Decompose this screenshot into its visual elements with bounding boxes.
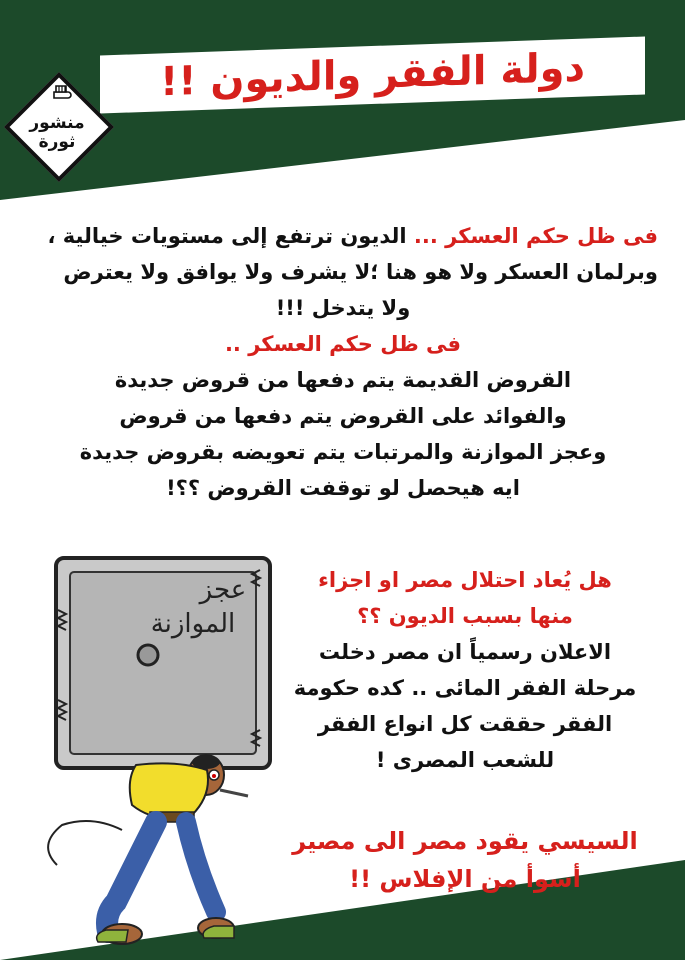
- paragraph1-highlight: فى ظل حكم العسكر ...: [413, 224, 658, 248]
- paragraph2-line2: والفوائد على القروض يتم دفعها من قروض: [119, 404, 567, 428]
- question-line1: هل يُعاد احتلال مصر او اجزاء: [318, 568, 612, 592]
- paragraph1-line2: وبرلمان العسكر ولا هو هنا ؛لا يشرف ولا يوافق ولا يعترض: [63, 260, 658, 284]
- question-line2: منها بسبب الديون ؟؟: [357, 604, 573, 628]
- cartoon-man-carrying-safe: [38, 550, 288, 950]
- answer-line1: الاعلان رسمياً ان مصر دخلت: [318, 640, 612, 664]
- answer-line4: للشعب المصرى !: [375, 748, 555, 772]
- logo: [22, 98, 92, 168]
- paragraph1-rest: الديون ترتفع إلى مستويات خيالية ،: [47, 224, 414, 248]
- main-text-block: [28, 218, 658, 506]
- paragraph2-line3: وعجز الموازنة والمرتبات يتم تعويضه بقروض جديدة: [79, 440, 607, 464]
- page-title: دولة الفقر والديون !!: [159, 44, 586, 106]
- logo-text-line1: منشور: [29, 113, 85, 133]
- final-line2: أسوأ من الإفلاس !!: [349, 865, 581, 893]
- paragraph1-line3: ولا يتدخل !!!: [275, 296, 411, 320]
- answer-line3: الفقر حققت كل انواع الفقر: [317, 712, 613, 736]
- final-line1: السيسي يقود مصر الى مصير: [292, 827, 638, 855]
- safe-label-line2: الموازنة: [150, 609, 236, 639]
- paragraph2-heading: فى ظل حكم العسكر ..: [224, 332, 462, 356]
- safe-label-line1: عجز: [199, 575, 247, 605]
- man-figure: [48, 755, 248, 944]
- paragraph2-line4: ايه هيحصل لو توقفت القروض ؟؟!: [166, 476, 520, 500]
- answer-line2: مرحلة الفقر المائى .. كده حكومة: [293, 676, 637, 700]
- logo-text-line2: ثورة: [38, 132, 76, 152]
- paragraph1-line1: [28, 218, 658, 254]
- right-text-block: [270, 562, 660, 778]
- paragraph2-line1: القروض القديمة يتم دفعها من قروض جديدة: [114, 368, 572, 392]
- final-statement: [255, 822, 675, 898]
